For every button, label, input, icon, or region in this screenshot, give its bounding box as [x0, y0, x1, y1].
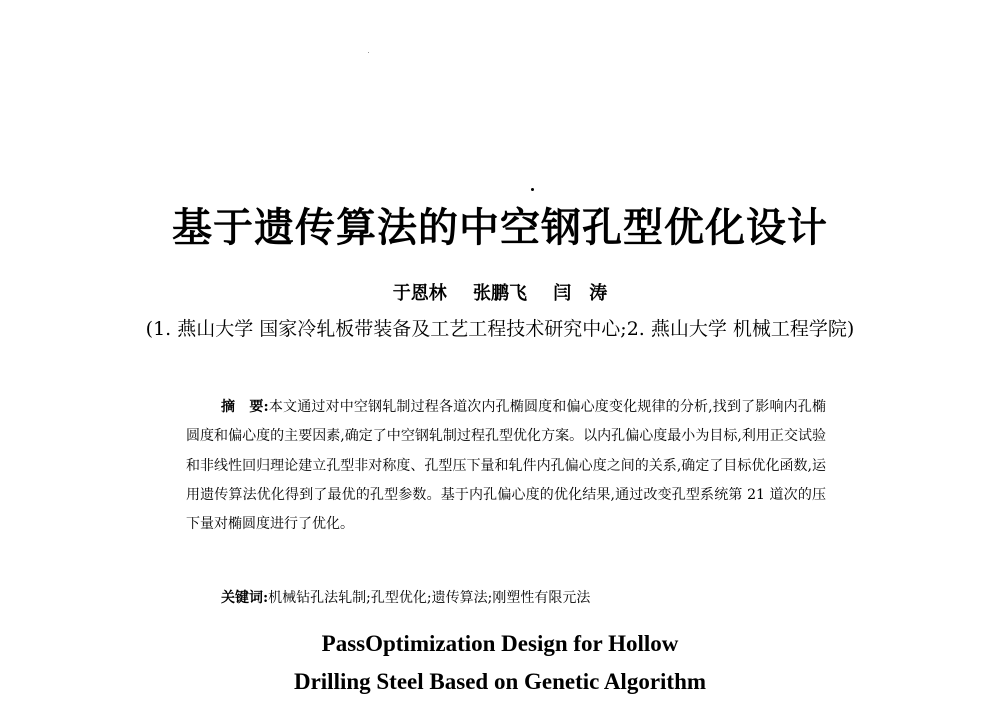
author-name: 于恩林 [392, 283, 447, 304]
author-name: 闫 涛 [553, 283, 608, 304]
keywords [221, 586, 821, 610]
keywords-text: 机械钻孔法轧制;孔型优化;遗传算法;刚塑性有限元法 [268, 590, 591, 606]
paper-title: 基于遗传算法的中空钢孔型优化设计 [172, 204, 828, 251]
author-name: 张鹏飞 [473, 283, 527, 304]
scan-speck [368, 52, 369, 53]
english-title-line: PassOptimization Design for Hollow [321, 631, 679, 656]
affiliation: (1. 燕山大学 国家冷轧板带装备及工艺工程技术研究中心;2. 燕山大学 机械工程学院) [145, 318, 855, 340]
english-title [0, 625, 1000, 701]
abstract [186, 393, 826, 539]
keywords-label: 关键词: [221, 590, 269, 606]
english-title-line: Drilling Steel Based on Genetic Algorithm [293, 669, 707, 694]
abstract-label: 摘 要: [221, 399, 269, 415]
author-list [0, 282, 1000, 306]
scan-dot [531, 188, 534, 191]
abstract-text: 本文通过对中空钢轧制过程各道次内孔椭圆度和偏心度变化规律的分析,找到了影响内孔椭圆度和偏心度的主要因素,确定了中空钢轧制过程孔型优化方案。以内孔偏心度最小为目标,利用正交试验和非线性回归理论建立孔型非对称度、孔型压下量和轧件内孔偏心度之间的关系,确定了目标优化函数,运用遗传算法优化得到了最优的孔型参数。基于内孔偏心度的优化结果,通过改变孔型系统第 21 道次的压下量对椭圆度进行了优化。 [186, 399, 826, 533]
